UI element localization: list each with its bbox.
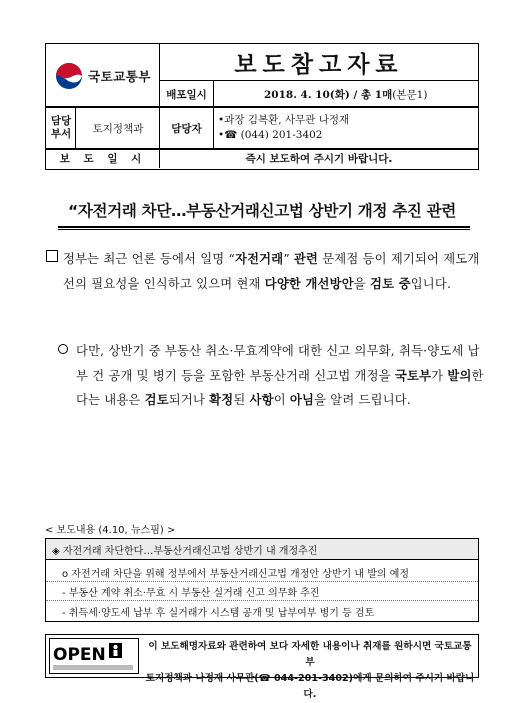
paragraph-sub-text (58, 340, 486, 413)
text-run: 다만, 상반기 중 부동산 취소·무효계약에 대한 신고 의무화, 취득·양도세 납부 건 공개 및 병기 등을 포함한 부동산거래 신고법 개정을 (76, 344, 480, 383)
emphasis-run: 관련 (293, 251, 319, 266)
emphasis-run: 검토 (144, 392, 169, 407)
paragraph-main-text (46, 247, 486, 296)
press-header-table (45, 43, 479, 170)
release-value: 즉시 보도하여 주시기 바랍니다. (245, 153, 393, 165)
text-run: 이 (273, 393, 290, 407)
paragraph-sub (58, 340, 486, 413)
release-label: 보 도 일 시 (59, 153, 147, 165)
news-line: - 부동산 계약 취소·무효 시 부동산 실거래 신고 의무화 추진 (46, 582, 478, 601)
distribution-value (214, 81, 478, 107)
circle-bullet-icon (58, 339, 68, 363)
contact-phone: •☎ (044) 201-3402 (218, 129, 323, 141)
headline-underline (58, 226, 470, 228)
news-line: o 자전거래 차단을 위해 정부에서 부동산거래신고법 개정안 상반기 내 발의 예정 (46, 563, 478, 582)
footer-contact-box (45, 634, 479, 700)
headline-underline-thin (58, 229, 470, 230)
news-line: - 취득세·양도세 납부 후 실거래가 시스템 공개 및 납부여부 병기 등 검토 (62, 607, 375, 619)
department-label: 담당 부서 (50, 115, 72, 140)
government-emblem-icon (55, 62, 83, 90)
emphasis-run: 발의 (447, 367, 472, 383)
headline: “자전거래 차단…부동산거래신고법 상반기 개정 추진 관련 (67, 202, 457, 220)
square-bullet-icon (46, 247, 58, 271)
footer-line: 토지정책과 나정재 사무관(☎ 044-201-3402)에게 문의하여 주시기 바랍니다. (145, 673, 475, 700)
emphasis-run: 확정 (209, 392, 234, 407)
footer-message (145, 639, 475, 703)
text-run: 문제점 등이 제기되어 제도개선의 필요성을 인식하고 있으며 현재 (63, 252, 480, 291)
emphasis-run: 사항 (249, 392, 274, 407)
emphasis-run: 국토부 (394, 367, 432, 383)
news-summary-box (45, 538, 479, 622)
text-run: 입니다. (410, 276, 452, 291)
text-run: 을 알려 드립니다. (314, 393, 411, 407)
ministry-name: 국토교통부 (88, 68, 151, 84)
contact-value (214, 107, 478, 149)
distribution-date: 2018. 4. 10(화) / 총 1매 (264, 88, 393, 101)
text-run: ” (283, 252, 294, 266)
emphasis-run: 검토 중 (369, 275, 411, 291)
ministry-logo (46, 44, 160, 107)
distribution-label: 배포일시 (166, 88, 207, 101)
paragraph-main (46, 247, 486, 296)
text-run: 된 (233, 393, 250, 407)
contact-label: 담당자 (171, 122, 202, 135)
document-title: 보도참고자료 (234, 52, 404, 78)
news-caption: < 보도내용 (4.10, 뉴스핌) > (45, 525, 176, 536)
department-value: 토지정책과 (92, 122, 144, 135)
open-license-badge (49, 638, 139, 674)
text-run: 을 (353, 276, 370, 291)
emphasis-run: 아님 (289, 392, 315, 407)
footer-line: 이 보도해명자료와 관련하여 보다 자세한 내용이나 취재를 원하시면 국토교통부 (148, 641, 472, 668)
emphasis-run: 자전거래 (234, 251, 284, 266)
text-run: 정부는 최근 언론 등에서 일명 “ (63, 252, 235, 266)
distribution-suffix: (본문1) (392, 88, 428, 101)
text-run: 가 (431, 368, 448, 383)
text-run: 한다는 내용은 (76, 368, 484, 407)
contact-person: •과장 김복환, 사무관 나정재 (218, 114, 350, 126)
text-run: 되거나 (168, 393, 210, 407)
open-label: OPEN (53, 645, 106, 665)
emphasis-run: 다양한 개선방안 (264, 275, 354, 291)
news-title: ◈ 자전거래 차단한다…부동산거래신고법 상반기 내 개정추진 (46, 539, 478, 560)
